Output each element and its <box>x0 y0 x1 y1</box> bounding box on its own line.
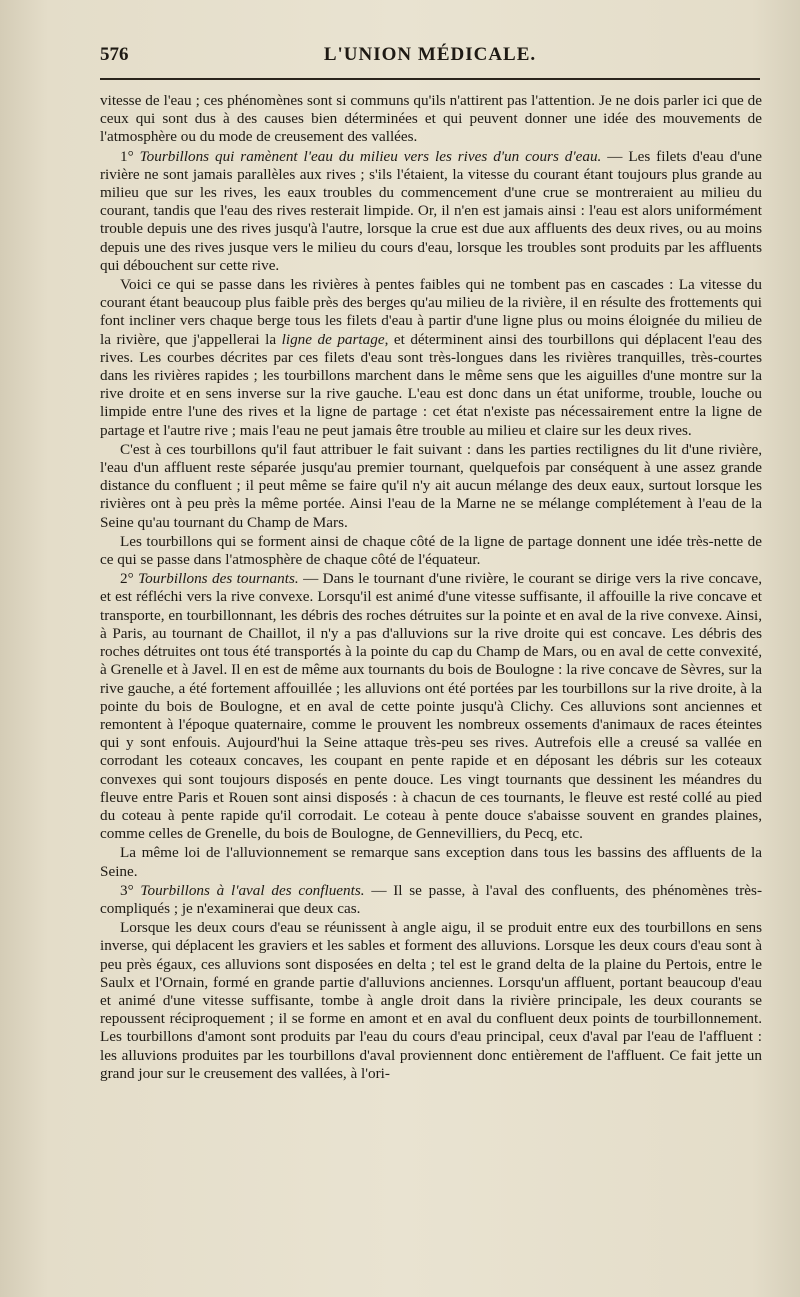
paragraph <box>100 148 762 275</box>
paragraph <box>100 570 762 843</box>
paragraph-text: La même loi de l'alluvionnement se remarque sans exception dans tous les bassins des affluents de la Seine. <box>100 844 762 880</box>
paragraph <box>100 441 762 532</box>
header-rule <box>100 78 760 80</box>
page-header <box>100 44 760 74</box>
italic-heading: ligne de partage <box>281 330 385 348</box>
italic-heading: Tourbillons à l'aval des confluents. <box>140 881 365 899</box>
page-number: 576 <box>100 44 129 65</box>
article-body <box>100 92 762 1084</box>
paragraph <box>100 276 762 440</box>
paragraph-text: — Il se passe, à l'aval des confluents, des phénomènes très-compliqués ; je n'examinerai que deux cas. <box>100 881 762 917</box>
paragraph-text: 1° <box>120 147 140 165</box>
paragraph <box>100 92 762 147</box>
italic-heading: Tourbillons qui ramènent l'eau du milieu vers les rives d'un cours d'eau. <box>139 147 602 165</box>
paragraph-text: Lorsque les deux cours d'eau se réunissent à angle aigu, il se produit entre eux des tourbillons en sens inverse, qui déplacent les graviers et les sables et forment des alluvions. Lorsque les deux cours d'eau sont à peu près égaux, ces alluvions sont disposées en delta ; tel est le grand delta de la plaine du Pertois, entre le Saulx et l'Ornain, formé en grande partie d'alluvions anciennes. Lorsqu'un affluent, portant beaucoup d'eau et animé d'une vitesse suffisante, tombe à angle droit dans la rivière principale, les deux courants se repoussent réciproquement ; il se forme en amont et en aval du confluent deux points de tourbillonnement. Les tourbillons d'amont sont produits par l'eau du cours d'eau principal, ceux d'aval par l'eau de l'affluent : les alluvions produites par les tourbillons d'aval proviennent donc entièrement de l'affluent. Ce fait jette un grand jour sur le creusement des vallées, à l'ori- <box>100 919 762 1082</box>
paragraph-text: — Dans le tournant d'une rivière, le courant se dirige vers la rive concave, et est réfléchi vers la rive convexe. Lorsqu'il est animé d'une vitesse suffisante, il affouille la rive concave et transporte, en tourbillonnant, les débris des roches détruites sur la pointe et en aval de la rive convexe. Ainsi, à Paris, au tournant de Chaillot, il n'y a pas d'alluvions sur la rive droite qui est concave. Les débris des roches détruites ont tous été transportés à la pointe du cap du Champ de Mars, ou en aval de cette convexité, à Grenelle et à Javel. Il en est de même aux tournants du bois de Boulogne : la rive concave de Sèvres, sur la rive gauche, a été fortement affouillée ; les alluvions ont été portées par les tourbillons sur la rive droite, à la pointe du bois de Boulogne, et en aval de cette pointe jusqu'à Clichy. Ces alluvions sont anciennes et remontent à l'époque quaternaire, comme le prouvent les nombreux ossements d'animaux de races éteintes qui y sont enfouis. Aujourd'hui la Seine attaque très-peu ses rives. Autrefois elle a creusé sa vallée en corrodant les coteaux concaves, les coupant en pente rapide et en déposant les débris sur les coteaux convexes qui sont toujours disposés en pente douce. Les vingt tournants que dessinent les méandres du fleuve entre Paris et Rouen sont ainsi disposés : à chacun de ces tournants, le fleuve est resté collé au pied du coteau à pente rapide qu'il corrodait. Le coteau à pente douce s'abaisse souvent en grandes plaines, comme celles de Grenelle, du bois de Boulogne, de Gennevilliers, du Pecq, etc. <box>100 570 762 843</box>
paragraph-text: , et déterminent ainsi des tourbillons qui déplacent l'eau des rives. Les courbes décrites par ces filets d'eau sont très-longues dans les rivières tranquilles, très-courtes dans les rivières rapides ; les tourbillons marchent dans le même sens que les aiguilles d'une montre sur la rive droite et en sens inverse sur la rive gauche. L'eau est donc dans un état uniforme, trouble, louche ou limpide entre l'une des rives et la ligne de partage : cet état n'existe pas nécessairement entre la ligne de partage et l'autre rive ; mais l'eau ne peut jamais être trouble au milieu et claire sur les deux rives. <box>100 330 762 439</box>
paragraph <box>100 533 762 569</box>
paragraph <box>100 844 762 880</box>
paragraph-text: 2° <box>120 570 139 588</box>
paragraph-text: Voici ce qui se passe dans les rivières à pentes faibles qui ne tombent pas en cascades : La vitesse du courant étant beaucoup plus faible près des berges qu'au milieu de la rivière, il en résulte des frottements qui font incliner vers chaque berge tous les filets d'eau à partir d'une ligne plus ou moins éloignée du milieu de la rivière, que j'appellerai la <box>100 276 762 348</box>
paragraph-text: Les tourbillons qui se forment ainsi de chaque côté de la ligne de partage donnent une idée très-nette de ce qui se passe dans l'atmosphère de chaque côté de l'équateur. <box>100 532 762 569</box>
paragraph-text: vitesse de l'eau ; ces phénomènes sont si communs qu'ils n'attirent pas l'attention. Je ne dois parler ici que de ceux qui sont dus à des causes bien déterminées et qui peuvent donner une idée des mouvements de l'atmosphère ou du mode de creusement des vallées. <box>100 92 762 146</box>
paragraph <box>100 882 762 918</box>
paragraph-text: 3° <box>120 881 141 899</box>
italic-heading: Tourbillons des tournants. <box>138 570 299 588</box>
journal-title: L'UNION MÉDICALE. <box>323 44 537 65</box>
paragraph-text: C'est à ces tourbillons qu'il faut attribuer le fait suivant : dans les parties rectilignes du lit d'une rivière, l'eau d'un affluent reste séparée jusqu'au premier tournant, quelquefois par conséquent à une assez grande distance du confluent ; il peut même se faire qu'il n'y ait aucun mélange des deux eaux, surtout lorsque les rivières ont à peu près la même portée. Ainsi l'eau de la Marne ne se mélange complétement à l'eau de la Seine qu'au tournant du Champ de Mars. <box>100 440 762 531</box>
paragraph-text: — Les filets d'eau d'une rivière ne sont jamais parallèles aux rives ; s'ils l'étaient, la vitesse du courant étant toujours plus grande au milieu que sur les rives, les eaux troubles du commencement d'une crue se montreraient au milieu du courant, tandis que l'eau des rives resterait limpide. Or, il n'en est jamais ainsi : l'eau est alors uniformément trouble depuis une des rives jusqu'à l'autre, lorsque la crue est due aux affluents des deux rives, ou au moins depuis une des rives jusque vers le milieu du cours d'eau, lorsque les troubles sont produits par les affluents qui débouchent sur cette rive. <box>100 147 762 274</box>
paragraph <box>100 919 762 1083</box>
